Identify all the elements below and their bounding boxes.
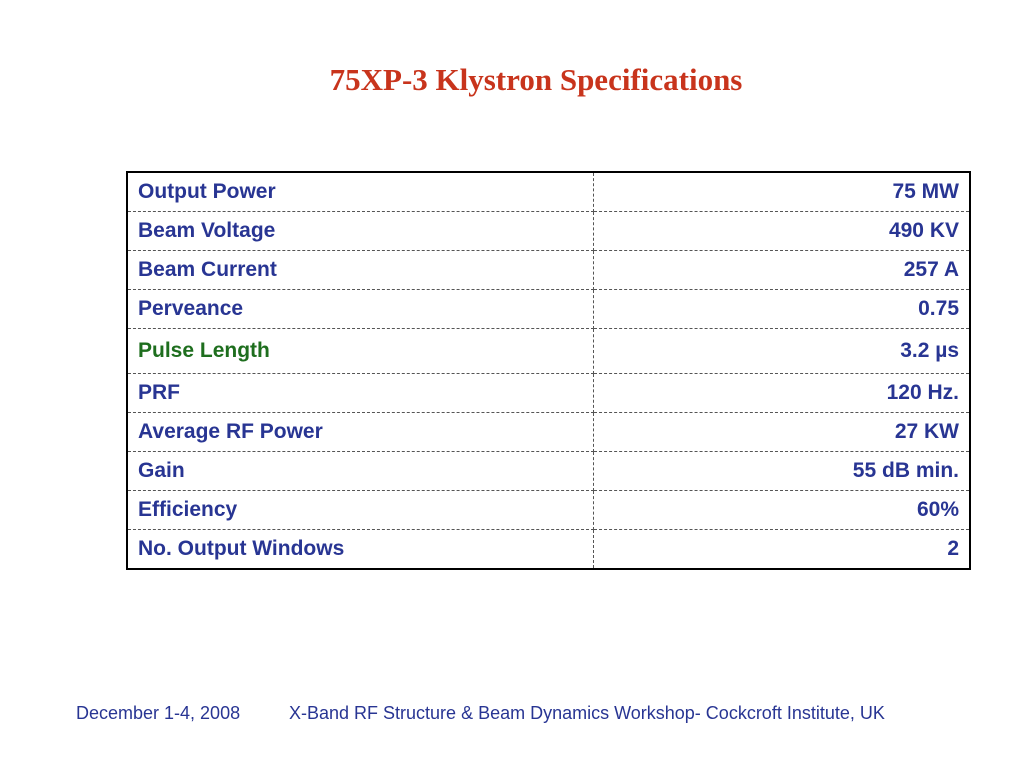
spec-value: 120 Hz. xyxy=(594,374,971,413)
table-row xyxy=(127,491,970,530)
table-row xyxy=(127,329,970,374)
spec-value: 27 KW xyxy=(594,413,971,452)
spec-name: No. Output Windows xyxy=(127,530,594,570)
spec-name: Output Power xyxy=(127,172,594,212)
spec-name: Pulse Length xyxy=(127,329,594,374)
table-row xyxy=(127,212,970,251)
spec-name: Average RF Power xyxy=(127,413,594,452)
table-row xyxy=(127,413,970,452)
spec-value: 257 A xyxy=(594,251,971,290)
footer-date: December 1-4, 2008 xyxy=(76,703,241,723)
spec-value: 0.75 xyxy=(594,290,971,329)
spec-value: 3.2 µs xyxy=(594,329,971,374)
table-row xyxy=(127,452,970,491)
spec-table xyxy=(126,171,971,570)
table-row xyxy=(127,530,970,570)
page-title: 75XP-3 Klystron Specifications xyxy=(329,62,743,97)
spec-value: 75 MW xyxy=(594,172,971,212)
spec-name: Gain xyxy=(127,452,594,491)
spec-name: Perveance xyxy=(127,290,594,329)
spec-name: Efficiency xyxy=(127,491,594,530)
spec-name: PRF xyxy=(127,374,594,413)
table-row xyxy=(127,374,970,413)
footer-event: X-Band RF Structure & Beam Dynamics Workshop- Cockcroft Institute, UK xyxy=(289,703,885,723)
table-row xyxy=(127,290,970,329)
spec-value: 55 dB min. xyxy=(594,452,971,491)
spec-value: 60% xyxy=(594,491,971,530)
spec-value: 490 KV xyxy=(594,212,971,251)
table-row xyxy=(127,251,970,290)
spec-value: 2 xyxy=(594,530,971,570)
table-row xyxy=(127,172,970,212)
spec-name: Beam Current xyxy=(127,251,594,290)
spec-name: Beam Voltage xyxy=(127,212,594,251)
